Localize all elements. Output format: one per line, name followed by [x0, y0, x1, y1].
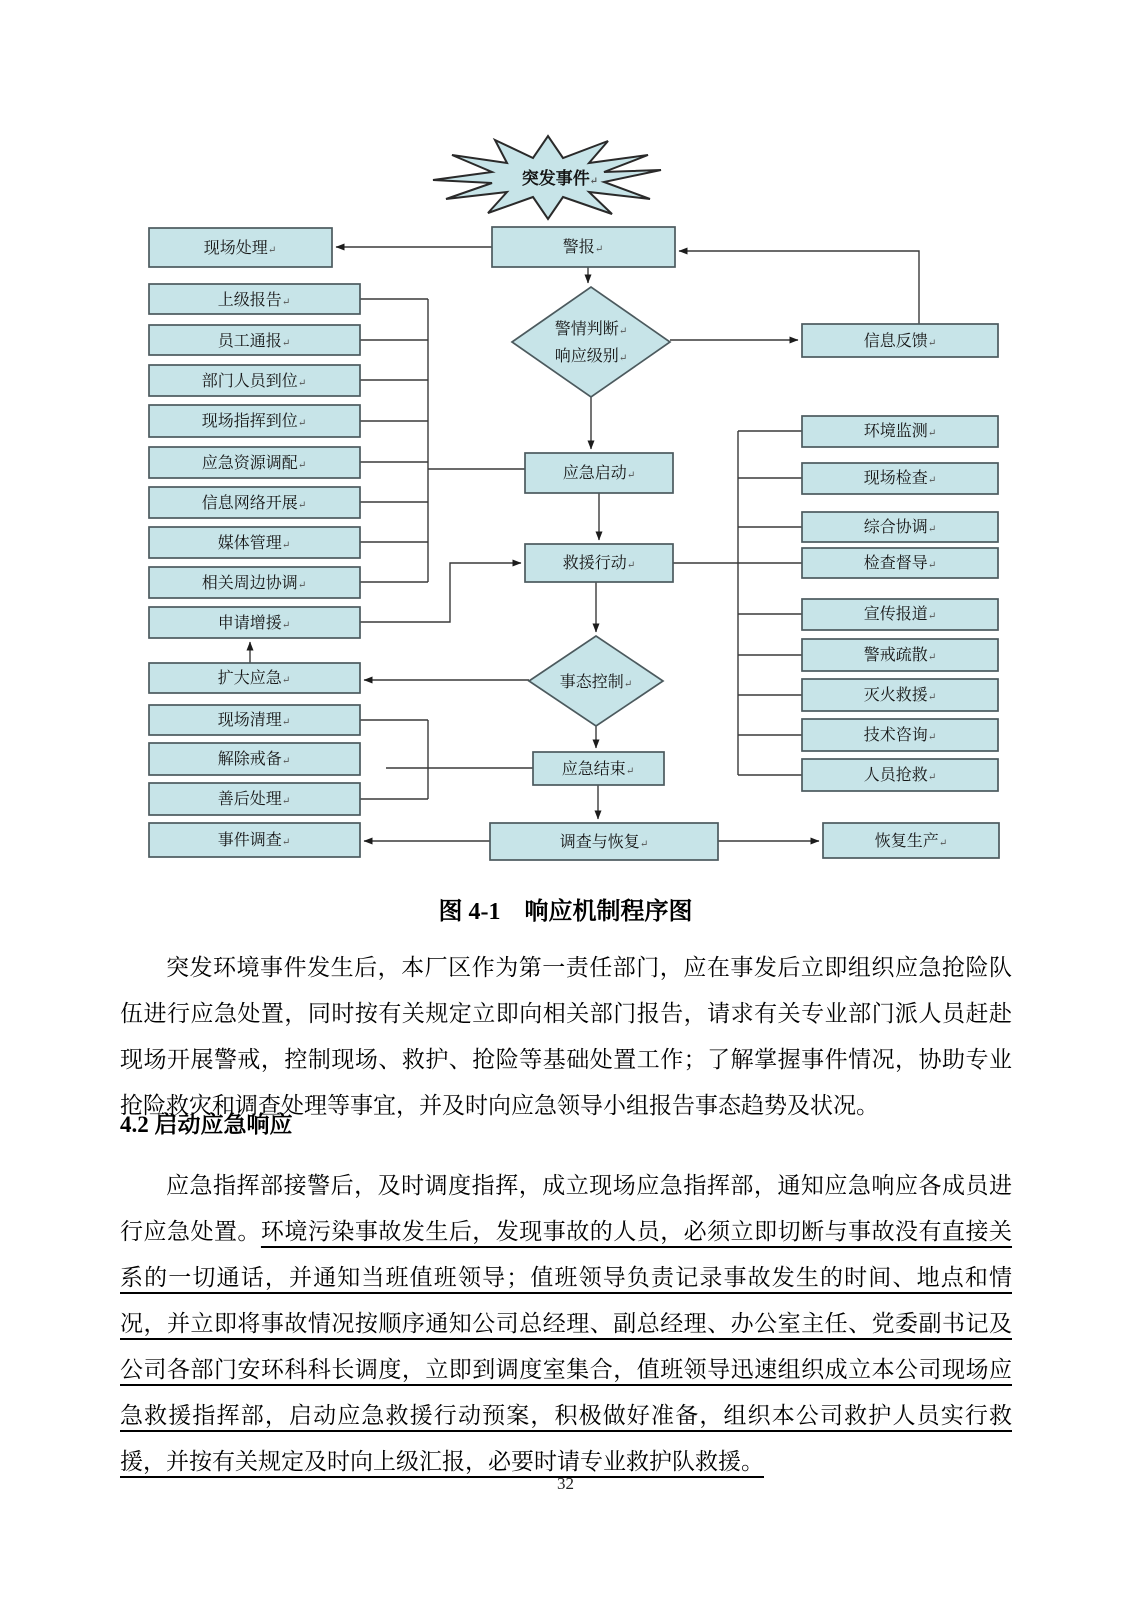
node-report-superior	[149, 284, 360, 314]
node-request-backup	[149, 607, 360, 638]
node-cleanup-label: 现场清理↵	[217, 712, 291, 729]
node-start-label: 应急启动↵	[562, 465, 636, 482]
bus-right-stubs	[738, 431, 802, 775]
node-feedback-label: 信息反馈↵	[863, 333, 937, 350]
node-expand	[149, 663, 360, 693]
node-site-check	[802, 463, 998, 494]
bus-lower-left-stubs	[360, 720, 428, 799]
node-firefight-label: 灭火救援↵	[863, 687, 937, 704]
node-dept-in-place	[149, 365, 360, 396]
node-rescue	[525, 544, 673, 582]
node-judge	[512, 287, 670, 397]
node-surrounding-coord	[149, 567, 360, 598]
node-judge-label-1: 警情判断↵	[554, 321, 628, 338]
node-alarm	[492, 227, 675, 267]
paragraph-2-underlined: 环境污染事故发生后，发现事故的人员，必须立即切断与事故没有直接关系的一切通话，并通知当班值班领导；值班领导负责记录事故发生的时间、地点和情况，并立即将事故情况按顺序通知公司总经理、副总经理、办公室主任、党委副书记及公司各部门安环科科长调度，立即到调度室集合，值班领导迅速组织成立本公司现场应急救援指挥部，启动应急救援行动预案，积极做好准备，组织本公司救护人员实行救援，并按有关规定及时向上级汇报，必要时请专业救护队救援。	[120, 1219, 1013, 1474]
node-publicity	[802, 599, 998, 630]
node-cmd-in-place-label: 现场指挥到位↵	[201, 413, 307, 430]
node-lift-alert	[149, 743, 360, 775]
node-feedback	[802, 324, 998, 357]
node-resume	[823, 823, 999, 858]
node-coord	[802, 512, 998, 542]
node-personnel-rescue-label: 人员抢救↵	[863, 767, 937, 784]
node-surrounding-coord-label: 相关周边协调↵	[201, 575, 307, 592]
node-control	[529, 636, 663, 726]
node-aftermath	[149, 783, 360, 815]
page-number: 32	[557, 1474, 574, 1493]
node-end	[533, 752, 664, 785]
edge-backup-to-rescue	[360, 563, 521, 622]
node-env-monitor	[802, 416, 998, 447]
node-lift-alert-label: 解除戒备↵	[217, 751, 291, 768]
judge-diamond	[512, 287, 670, 397]
paragraph-2	[120, 1163, 1012, 1485]
node-expand-label: 扩大应急↵	[217, 670, 291, 687]
node-resource-alloc	[149, 447, 360, 478]
node-investigation-label: 事件调查↵	[217, 832, 291, 849]
paragraph-2-lead: 应急指挥部接警后，及时调度指挥，成立现场应急指挥部，通知应急响应各成员进行应急处置。	[120, 1173, 1012, 1244]
node-rescue-label: 救援行动↵	[562, 555, 636, 572]
node-evacuate-label: 警戒疏散↵	[863, 647, 937, 664]
node-media-mgmt	[149, 527, 360, 558]
bus-left-stubs	[360, 299, 428, 582]
node-burst	[433, 136, 661, 219]
node-burst-label: 突发事件↵	[521, 169, 599, 188]
node-control-label: 事态控制↵	[559, 674, 633, 691]
node-resume-label: 恢复生产↵	[874, 833, 948, 850]
node-end-label: 应急结束↵	[561, 761, 635, 778]
node-staff-notice-label: 员工通报↵	[217, 333, 291, 350]
node-info-network	[149, 487, 360, 518]
node-invrec-label: 调查与恢复↵	[559, 834, 649, 851]
node-inspection	[802, 548, 998, 578]
node-invrec	[490, 823, 718, 860]
node-env-monitor-label: 环境监测↵	[863, 423, 937, 440]
node-consult-label: 技术咨询↵	[863, 727, 937, 744]
paragraph-1: 突发环境事件发生后，本厂区作为第一责任部门，应在事发后立即组织应急抢险队伍进行应急处置，同时按有关规定立即向相关部门报告，请求有关专业部门派人员赶赴现场开展警戒，控制现场、救护、抢险等基础处置工作；了解掌握事件情况，协助专业抢险救灾和调查处理等事宜，并及时向应急领导小组报告事态趋势及状况。	[120, 955, 1012, 1118]
node-publicity-label: 宣传报道↵	[863, 606, 937, 623]
node-scene-handle	[149, 228, 332, 267]
node-personnel-rescue	[802, 759, 998, 791]
node-media-mgmt-label: 媒体管理↵	[217, 535, 291, 552]
node-aftermath-label: 善后处理↵	[217, 791, 291, 808]
node-site-check-label: 现场检查↵	[863, 470, 937, 487]
node-alarm-label: 警报↵	[562, 239, 604, 256]
node-cleanup	[149, 705, 360, 735]
node-scene-handle-label: 现场处理↵	[203, 240, 277, 257]
node-investigation	[149, 823, 360, 857]
node-judge-label-2: 响应级别↵	[554, 348, 628, 365]
node-start	[525, 453, 673, 493]
node-firefight	[802, 679, 998, 711]
node-info-network-label: 信息网络开展↵	[201, 495, 307, 512]
node-report-superior-label: 上级报告↵	[217, 292, 291, 309]
node-evacuate	[802, 639, 998, 671]
figure-caption: 图 4-1 响应机制程序图	[438, 899, 693, 925]
node-request-backup-label: 申请增援↵	[217, 615, 291, 632]
node-cmd-in-place	[149, 405, 360, 437]
node-inspection-label: 检查督导↵	[863, 555, 937, 572]
node-consult	[802, 719, 998, 751]
node-coord-label: 综合协调↵	[863, 519, 937, 536]
section-heading-4-2: 4.2 启动应急响应	[120, 1112, 293, 1137]
edge-feedback-to-alarm	[679, 251, 919, 324]
node-staff-notice	[149, 325, 360, 355]
node-dept-in-place-label: 部门人员到位↵	[201, 373, 307, 390]
node-resource-alloc-label: 应急资源调配↵	[201, 455, 307, 472]
